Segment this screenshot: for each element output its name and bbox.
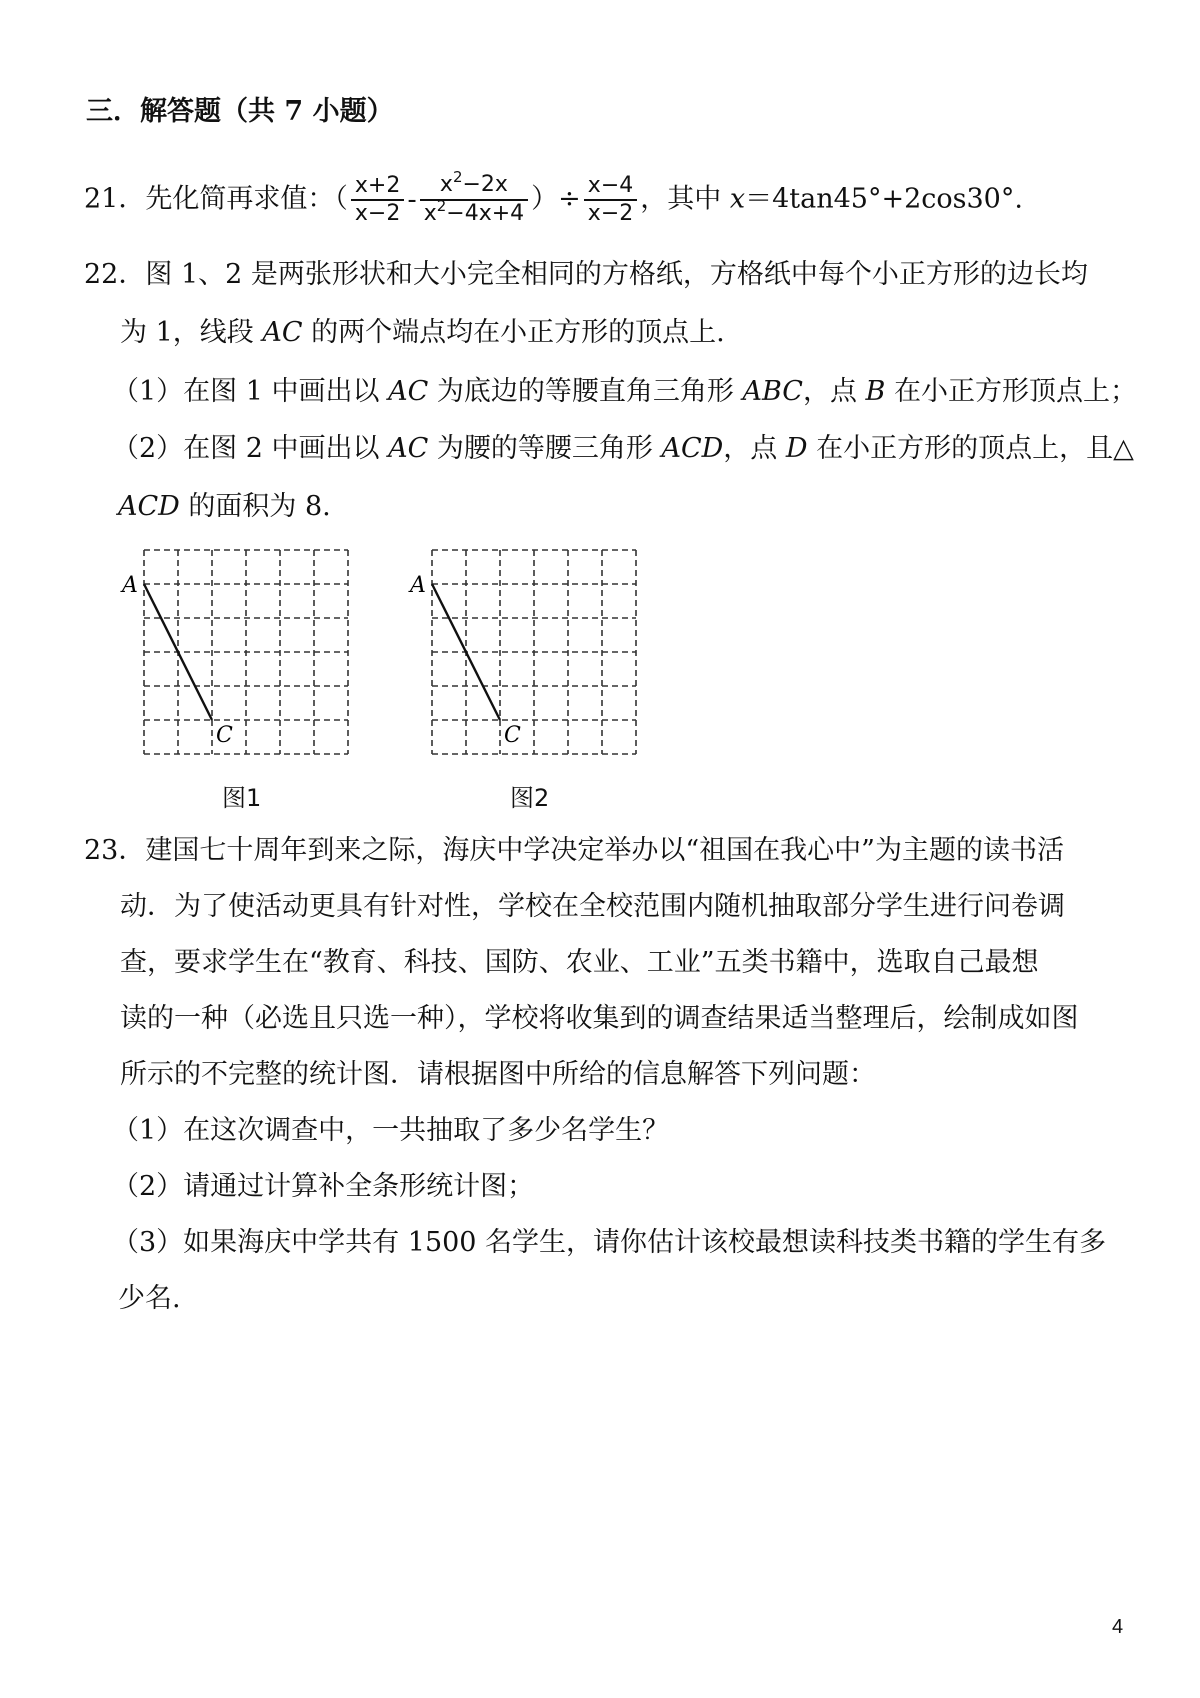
fraction-2-num-rest: −2x	[462, 172, 508, 197]
q21-prefix: 21．先化简再求值：（	[84, 183, 348, 215]
q22-part-2	[112, 432, 1134, 466]
q22-line-2-b: AC	[262, 317, 303, 348]
q22-p2-b: AC	[388, 433, 429, 464]
q22-p1-b: AC	[388, 376, 429, 407]
q23-part-2: （2）请通过计算补全条形统计图；	[112, 1171, 535, 1202]
q23-line-5: 所示的不完整的统计图．请根据图中所给的信息解答下列问题：	[120, 1059, 876, 1090]
label-a-2: A	[410, 573, 426, 598]
q22-p3-a: ACD	[118, 491, 180, 522]
q21-suffix-b: ＝4tan45°+2cos30°.	[745, 183, 1023, 215]
q22-p2-g: 在小正方形的顶点上，且△	[807, 433, 1134, 464]
q23-line-3: 查，要求学生在“教育、科技、国防、农业、工业”五类书籍中，选取自己最想	[120, 947, 1039, 978]
q21-variable: x	[729, 183, 746, 215]
q22-part-1	[112, 375, 1137, 409]
label-c-2: C	[504, 723, 521, 748]
q21-close-divide: ）÷	[531, 183, 581, 215]
fraction-1-denominator: x−2	[354, 201, 401, 226]
label-a-1: A	[122, 573, 138, 598]
fraction-2-denominator	[420, 197, 528, 228]
q22-p1-c: 为底边的等腰直角三角形	[428, 376, 743, 407]
fraction-3-denominator: x−2	[587, 201, 634, 226]
page-number: 4	[1112, 1616, 1124, 1638]
q23-line-4: 读的一种（必选且只选一种），学校将收集到的调查结果适当整理后，绘制成如图	[120, 1003, 1079, 1034]
q22-p1-f: B	[865, 376, 886, 407]
minus-sign: -	[407, 185, 417, 215]
q22-line-1: 22．图 1、2 是两张形状和大小完全相同的方格纸，方格纸中每个小正方形的边长均	[84, 259, 1088, 290]
q22-p1-a: （1）在图 1 中画出以	[112, 376, 389, 407]
fraction-1	[351, 173, 404, 227]
fraction-2-den-exponent: 2	[436, 197, 447, 215]
fraction-2	[420, 168, 528, 228]
q22-p1-g: 在小正方形顶点上；	[885, 376, 1137, 407]
figure-2-caption: 图2	[510, 784, 550, 812]
grid-figure-1	[120, 540, 360, 770]
fraction-2-num-base: x	[439, 172, 453, 197]
q23-part-3: （3）如果海庆中学共有 1500 名学生，请你估计该校最想读科技类书籍的学生有多	[112, 1227, 1107, 1258]
figure-1-caption: 图1	[222, 784, 262, 812]
fraction-2-den-rest: −4x+4	[446, 201, 525, 226]
q22-part-2-cont	[118, 490, 331, 524]
fraction-2-den-base: x	[423, 201, 437, 226]
fraction-2-num-exponent: 2	[452, 168, 463, 186]
q22-p2-c: 为腰的等腰三角形	[428, 433, 662, 464]
q22-p1-e: ，点	[802, 376, 866, 407]
q22-p2-e: ，点	[723, 433, 786, 464]
section-heading: 三．解答题（共 7 小题）	[86, 96, 394, 127]
grid-figure-2	[408, 540, 648, 770]
q22-line-2-a: 为 1，线段	[120, 317, 263, 348]
question-21	[84, 168, 1023, 232]
q22-line-2	[120, 316, 725, 350]
fraction-3-numerator: x−4	[584, 173, 637, 201]
fraction-1-numerator: x+2	[351, 173, 404, 201]
q22-line-2-c: 的两个端点均在小正方形的顶点上.	[302, 317, 725, 348]
grid-lines-2	[432, 550, 636, 754]
grid-lines-1	[144, 550, 348, 754]
q21-suffix-a: ，其中	[640, 183, 730, 215]
q23-line-2: 动．为了使活动更具有针对性，学校在全校范围内随机抽取部分学生进行问卷调	[120, 891, 1065, 922]
fraction-2-numerator	[420, 168, 528, 201]
q22-p3-b: 的面积为 8.	[179, 491, 331, 522]
q23-line-1: 23．建国七十周年到来之际，海庆中学决定举办以“祖国在我心中”为主题的读书活	[84, 835, 1064, 866]
q23-part-3-cont: 少名.	[118, 1283, 181, 1314]
q22-p2-a: （2）在图 2 中画出以	[112, 433, 389, 464]
q22-p2-f: D	[785, 433, 808, 464]
q23-part-1: （1）在这次调查中，一共抽取了多少名学生？	[112, 1115, 670, 1146]
label-c-1: C	[216, 723, 233, 748]
q22-p1-d: ABC	[742, 376, 803, 407]
fraction-3	[584, 173, 637, 227]
q22-p2-d: ACD	[661, 433, 724, 464]
